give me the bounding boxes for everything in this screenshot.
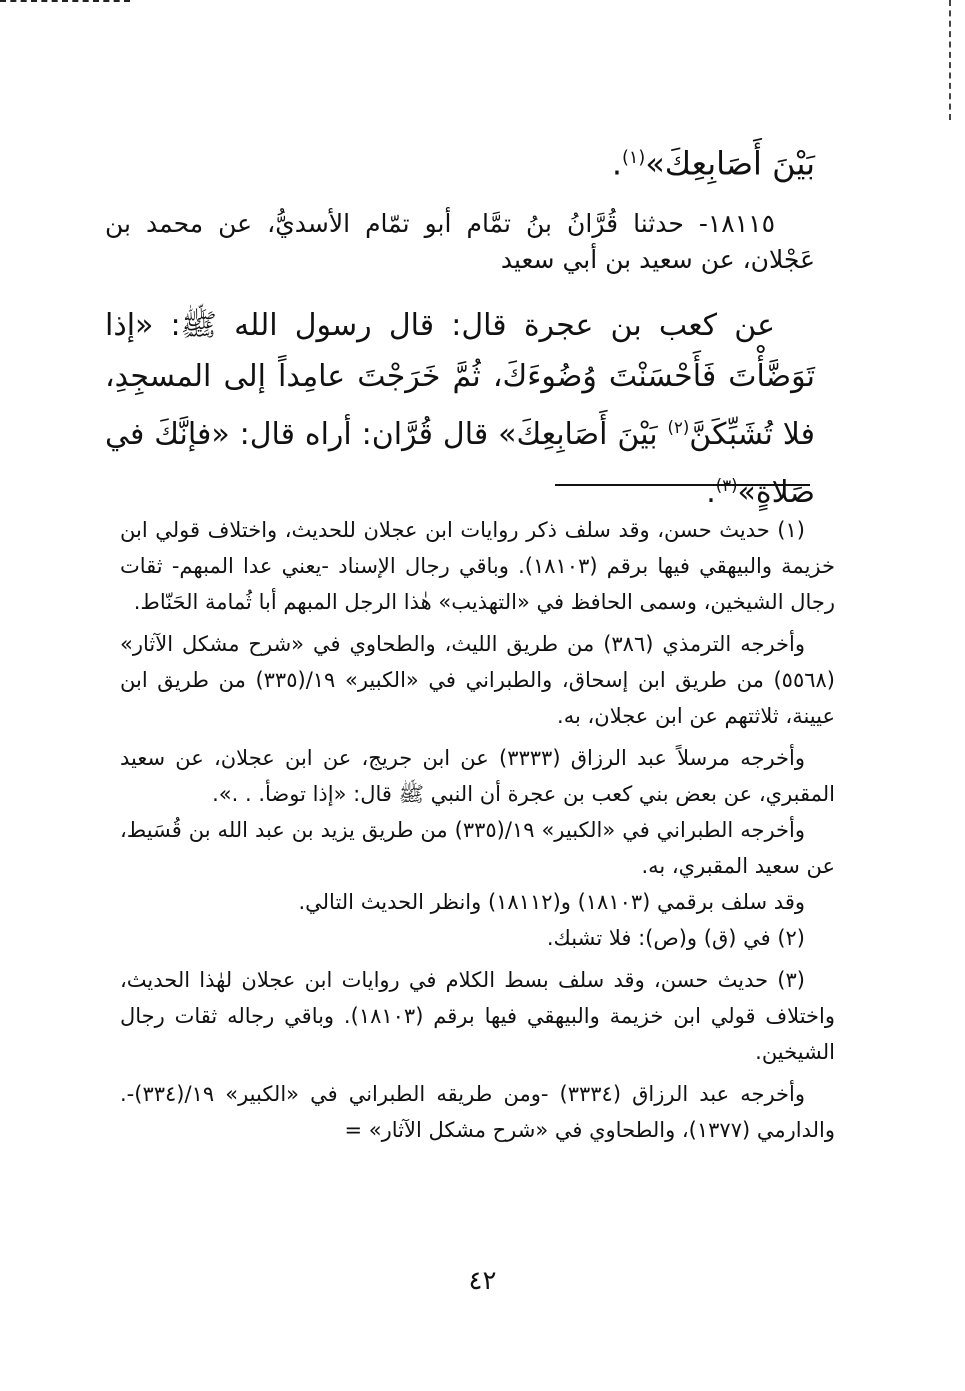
scan-corner-mark [0, 0, 130, 4]
continuation-line [105, 130, 815, 192]
scan-edge-mark [949, 0, 951, 120]
footnote-1-para-2: وأخرجه الترمذي (٣٨٦) من طريق الليث، والطحاوي في «شرح مشكل الآثار» (٥٥٦٨) من طريق ابن إسحاق، والطبراني في «الكبير» ١٩/(٣٣٥) من طريق ابن عيينة، ثلاثتهم عن ابن عجلان، به. [120, 632, 835, 728]
hadith-matn-part2: بَيْنَ أَصَابِعِكَ» قال قُرَّان: أراه قال: «فإنَّكَ في صَلاةٍ» [105, 416, 815, 510]
footnote-ref-3: (٣) [715, 475, 738, 495]
footnote-1: (١) حديث حسن، وقد سلف ذكر روايات ابن عجلان للحديث، واختلاف قولي ابن خزيمة والبيهقي فيها برقم (١٨١٠٣). وباقي رجال الإسناد -يعني عدا المبهم- ثقات رجال الشيخين، وسمى الحافظ في «التهذيب» هٰذا الرجل المبهم أبا ثُمامة الحَنّاط. [120, 518, 835, 614]
hadith-matn-end: . [706, 474, 716, 510]
footnotes [120, 512, 835, 1154]
footnote-separator [555, 484, 810, 486]
footnote-2: (٢) في (ق) و(ص): فلا تشبك. [546, 926, 805, 950]
footnote-1-para-5: وقد سلف برقمي (١٨١٠٣) و(١٨١١٢) وانظر الحديث التالي. [298, 890, 805, 914]
footnote-ref-2: (٢) [667, 417, 690, 437]
continuation-text: بَيْنَ أَصَابِعِكَ» [645, 144, 815, 183]
hadith-isnad: ١٨١١٥- حدثنا قُرَّانُ بنُ تمَّام أبو تمّام الأسديُّ، عن محمد بن عَجْلان، عن سعيد بن أبي سعيد [105, 208, 815, 274]
hadith-matn-part1: عن كعب بن عجرة قال: قال رسول الله ﷺ: «إذا تَوَضَّأْتَ فَأَحْسَنْتَ وُضُوءَكَ، ثُمَّ خَرَجْتَ عامِداً إلى المسجِدِ، فلا تُشَبِّكَنَّ [105, 307, 816, 452]
footnote-3: (٣) حديث حسن، وقد سلف بسط الكلام في روايات ابن عجلان لهٰذا الحديث، واختلاف قولي ابن خزيمة والبيهقي فيها برقم (١٨١٠٣). وباقي رجاله ثقات رجال الشيخين. [120, 968, 835, 1064]
footnote-3-para-2: وأخرجه عبد الرزاق (٣٣٣٤) -ومن طريقه الطبراني في «الكبير» ١٩/(٣٣٤)-. والدارمي (١٣٧٧)، والطحاوي في «شرح مشكل الآثار» = [120, 1082, 835, 1142]
footnote-1-para-3: وأخرجه مرسلاً عبد الرزاق (٣٣٣٣) عن ابن جريج، عن ابن عجلان، عن سعيد المقبري، عن بعض بني كعب بن عجرة أن النبي ﷺ قال: «إذا توضأ. . .». [120, 746, 835, 806]
page-number: ٤٢ [468, 1266, 497, 1296]
footnote-ref-1: (١) [622, 148, 646, 168]
continuation-end: . [611, 144, 622, 183]
main-text [105, 130, 815, 518]
footnote-1-para-4: وأخرجه الطبراني في «الكبير» ١٩/(٣٣٥) من طريق يزيد بن عبد الله بن قُسَيط، عن سعيد المقبري، به. [120, 818, 835, 878]
